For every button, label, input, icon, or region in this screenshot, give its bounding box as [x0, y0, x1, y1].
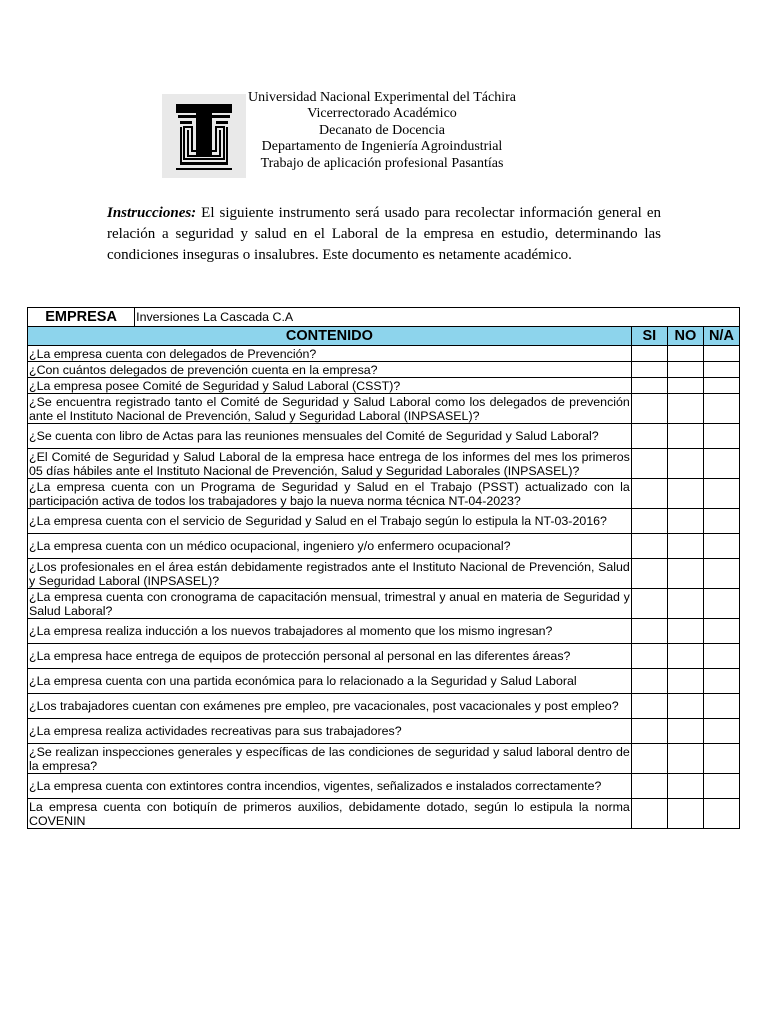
column-na: N/A [703, 327, 739, 346]
question-text: ¿La empresa cuenta con un Programa de Seguridad y Salud en el Trabajo (PSST) actualizado con la participación activa de todos los trabajadores y bajo la nueva norma técnica NT-04-2023? [29, 479, 630, 508]
answer-cell-si[interactable] [631, 669, 667, 694]
instructions-lead: Instrucciones: [107, 205, 197, 221]
question-text: ¿La empresa cuenta con un médico ocupacional, ingeniero y/o enfermero ocupacional? [28, 534, 632, 559]
answer-cell-na[interactable] [703, 362, 739, 378]
institution-lines [232, 90, 532, 172]
table-header-row [28, 327, 740, 346]
answer-cell-no[interactable] [667, 719, 703, 744]
answer-cell-si[interactable] [631, 378, 667, 394]
answer-cell-na[interactable] [703, 424, 739, 449]
answer-cell-si[interactable] [631, 362, 667, 378]
question-text: ¿La empresa posee Comité de Seguridad y Salud Laboral (CSST)? [28, 378, 632, 394]
table-row [28, 509, 740, 534]
question-text: ¿Se encuentra registrado tanto el Comité de Seguridad y Salud Laboral como los delegados de prevención ante el Instituto Nacional de Prevención, Salud y Seguridad Laboral (INPSASEL)? [29, 394, 630, 423]
answer-cell-no[interactable] [667, 346, 703, 362]
checklist-table [27, 307, 740, 829]
question-text: ¿La empresa cuenta con cronograma de capacitación mensual, trimestral y anual en materia de Seguridad y Salud Laboral? [29, 589, 630, 618]
table-row [28, 346, 740, 362]
answer-cell-si[interactable] [631, 774, 667, 799]
question-text: ¿La empresa cuenta con el servicio de Seguridad y Salud en el Trabajo según lo estipula la NT-03-2016? [28, 509, 632, 534]
table-row [28, 719, 740, 744]
answer-cell-si[interactable] [631, 424, 667, 449]
table-row [28, 394, 740, 424]
answer-cell-na[interactable] [703, 534, 739, 559]
question-text: ¿La empresa realiza inducción a los nuevos trabajadores al momento que los mismo ingresan? [28, 619, 632, 644]
answer-cell-no[interactable] [667, 669, 703, 694]
answer-cell-si[interactable] [631, 394, 667, 424]
answer-cell-na[interactable] [703, 644, 739, 669]
answer-cell-si[interactable] [631, 744, 667, 774]
answer-cell-na[interactable] [703, 744, 739, 774]
table-row [28, 669, 740, 694]
answer-cell-na[interactable] [703, 619, 739, 644]
question-text: ¿La empresa hace entrega de equipos de protección personal al personal en las diferentes áreas? [28, 644, 632, 669]
answer-cell-no[interactable] [667, 744, 703, 774]
answer-cell-no[interactable] [667, 424, 703, 449]
question-text: ¿La empresa cuenta con extintores contra incendios, vigentes, señalizados e instalados correctamente? [28, 774, 632, 799]
deanery: Decanato de Docencia [319, 122, 445, 138]
instructions-paragraph [107, 203, 661, 266]
answer-cell-si[interactable] [631, 509, 667, 534]
table-row [28, 774, 740, 799]
question-text: ¿Los trabajadores cuentan con exámenes pre empleo, pre vacacionales, post vacacionales y post empleo? [28, 694, 632, 719]
vice-rectorate: Vicerrectorado Académico [307, 106, 457, 122]
answer-cell-no[interactable] [667, 799, 703, 829]
answer-cell-si[interactable] [631, 479, 667, 509]
table-row [28, 799, 740, 829]
empresa-label: EMPRESA [28, 308, 135, 327]
answer-cell-no[interactable] [667, 362, 703, 378]
question-text: ¿Con cuántos delegados de prevención cuenta en la empresa? [28, 362, 632, 378]
answer-cell-na[interactable] [703, 799, 739, 829]
answer-cell-no[interactable] [667, 619, 703, 644]
answer-cell-si[interactable] [631, 589, 667, 619]
answer-cell-na[interactable] [703, 559, 739, 589]
instructions-text: El siguiente instrumento será usado para recolectar información general en relación a seguridad y salud en el Laboral de la empresa en estudio, determinando las condiciones inseguras o insalubres. Este documento es netamente académico. [107, 205, 661, 263]
answer-cell-no[interactable] [667, 509, 703, 534]
document-header [162, 90, 692, 180]
answer-cell-na[interactable] [703, 509, 739, 534]
question-text: La empresa cuenta con botiquín de primeros auxilios, debidamente dotado, según lo estipula la norma COVENIN [29, 799, 630, 828]
answer-cell-no[interactable] [667, 534, 703, 559]
table-row [28, 644, 740, 669]
table-row [28, 534, 740, 559]
table-row [28, 744, 740, 774]
empresa-value: Inversiones La Cascada C.A [135, 308, 740, 327]
answer-cell-na[interactable] [703, 589, 739, 619]
answer-cell-na[interactable] [703, 449, 739, 479]
answer-cell-no[interactable] [667, 774, 703, 799]
answer-cell-no[interactable] [667, 479, 703, 509]
department: Departamento de Ingeniería Agroindustrial [261, 139, 503, 155]
answer-cell-no[interactable] [667, 559, 703, 589]
answer-cell-na[interactable] [703, 694, 739, 719]
question-text: ¿La empresa cuenta con delegados de Prevención? [28, 346, 632, 362]
column-no: NO [667, 327, 703, 346]
column-si: SI [631, 327, 667, 346]
answer-cell-si[interactable] [631, 534, 667, 559]
answer-cell-si[interactable] [631, 799, 667, 829]
answer-cell-na[interactable] [703, 378, 739, 394]
question-text: ¿Los profesionales en el área están debidamente registrados ante el Instituto Nacional de Prevención, Salud y Seguridad Laboral (INPSASEL)? [29, 559, 630, 588]
table-row [28, 362, 740, 378]
table-row [28, 619, 740, 644]
table-row [28, 449, 740, 479]
question-text: ¿La empresa cuenta con una partida económica para lo relacionado a la Seguridad y Salud Laboral [28, 669, 632, 694]
question-text: ¿Se cuenta con libro de Actas para las reuniones mensuales del Comité de Seguridad y Salud Laboral? [28, 424, 632, 449]
column-contenido: CONTENIDO [28, 327, 632, 346]
table-row [28, 479, 740, 509]
question-text: ¿La empresa realiza actividades recreativas para sus trabajadores? [28, 719, 632, 744]
answer-cell-si[interactable] [631, 619, 667, 644]
empresa-row [28, 308, 740, 327]
answer-cell-si[interactable] [631, 559, 667, 589]
answer-cell-si[interactable] [631, 449, 667, 479]
answer-cell-na[interactable] [703, 479, 739, 509]
answer-cell-no[interactable] [667, 394, 703, 424]
answer-cell-no[interactable] [667, 644, 703, 669]
table-row [28, 694, 740, 719]
answer-cell-no[interactable] [667, 589, 703, 619]
question-list [28, 346, 740, 829]
answer-cell-na[interactable] [703, 669, 739, 694]
answer-cell-na[interactable] [703, 719, 739, 744]
answer-cell-si[interactable] [631, 644, 667, 669]
table-row [28, 424, 740, 449]
university-name: Universidad Nacional Experimental del Táchira [248, 90, 516, 105]
table-row [28, 559, 740, 589]
answer-cell-no[interactable] [667, 449, 703, 479]
work-title: Trabajo de aplicación profesional Pasantías [260, 155, 504, 171]
answer-cell-no[interactable] [667, 694, 703, 719]
answer-cell-si[interactable] [631, 346, 667, 362]
answer-cell-na[interactable] [703, 774, 739, 799]
question-text: ¿El Comité de Seguridad y Salud Laboral de la empresa hace entrega de los informes del mes los primeros 05 días hábiles ante el Instituto Nacional de Prevención, Salud y Seguridad Laborales (INPSASEL)? [29, 449, 630, 478]
table-row [28, 378, 740, 394]
table-row [28, 589, 740, 619]
answer-cell-si[interactable] [631, 694, 667, 719]
answer-cell-si[interactable] [631, 719, 667, 744]
answer-cell-na[interactable] [703, 394, 739, 424]
answer-cell-na[interactable] [703, 346, 739, 362]
question-text: ¿Se realizan inspecciones generales y específicas de las condiciones de seguridad y salud laboral dentro de la empresa? [29, 744, 630, 773]
answer-cell-no[interactable] [667, 378, 703, 394]
